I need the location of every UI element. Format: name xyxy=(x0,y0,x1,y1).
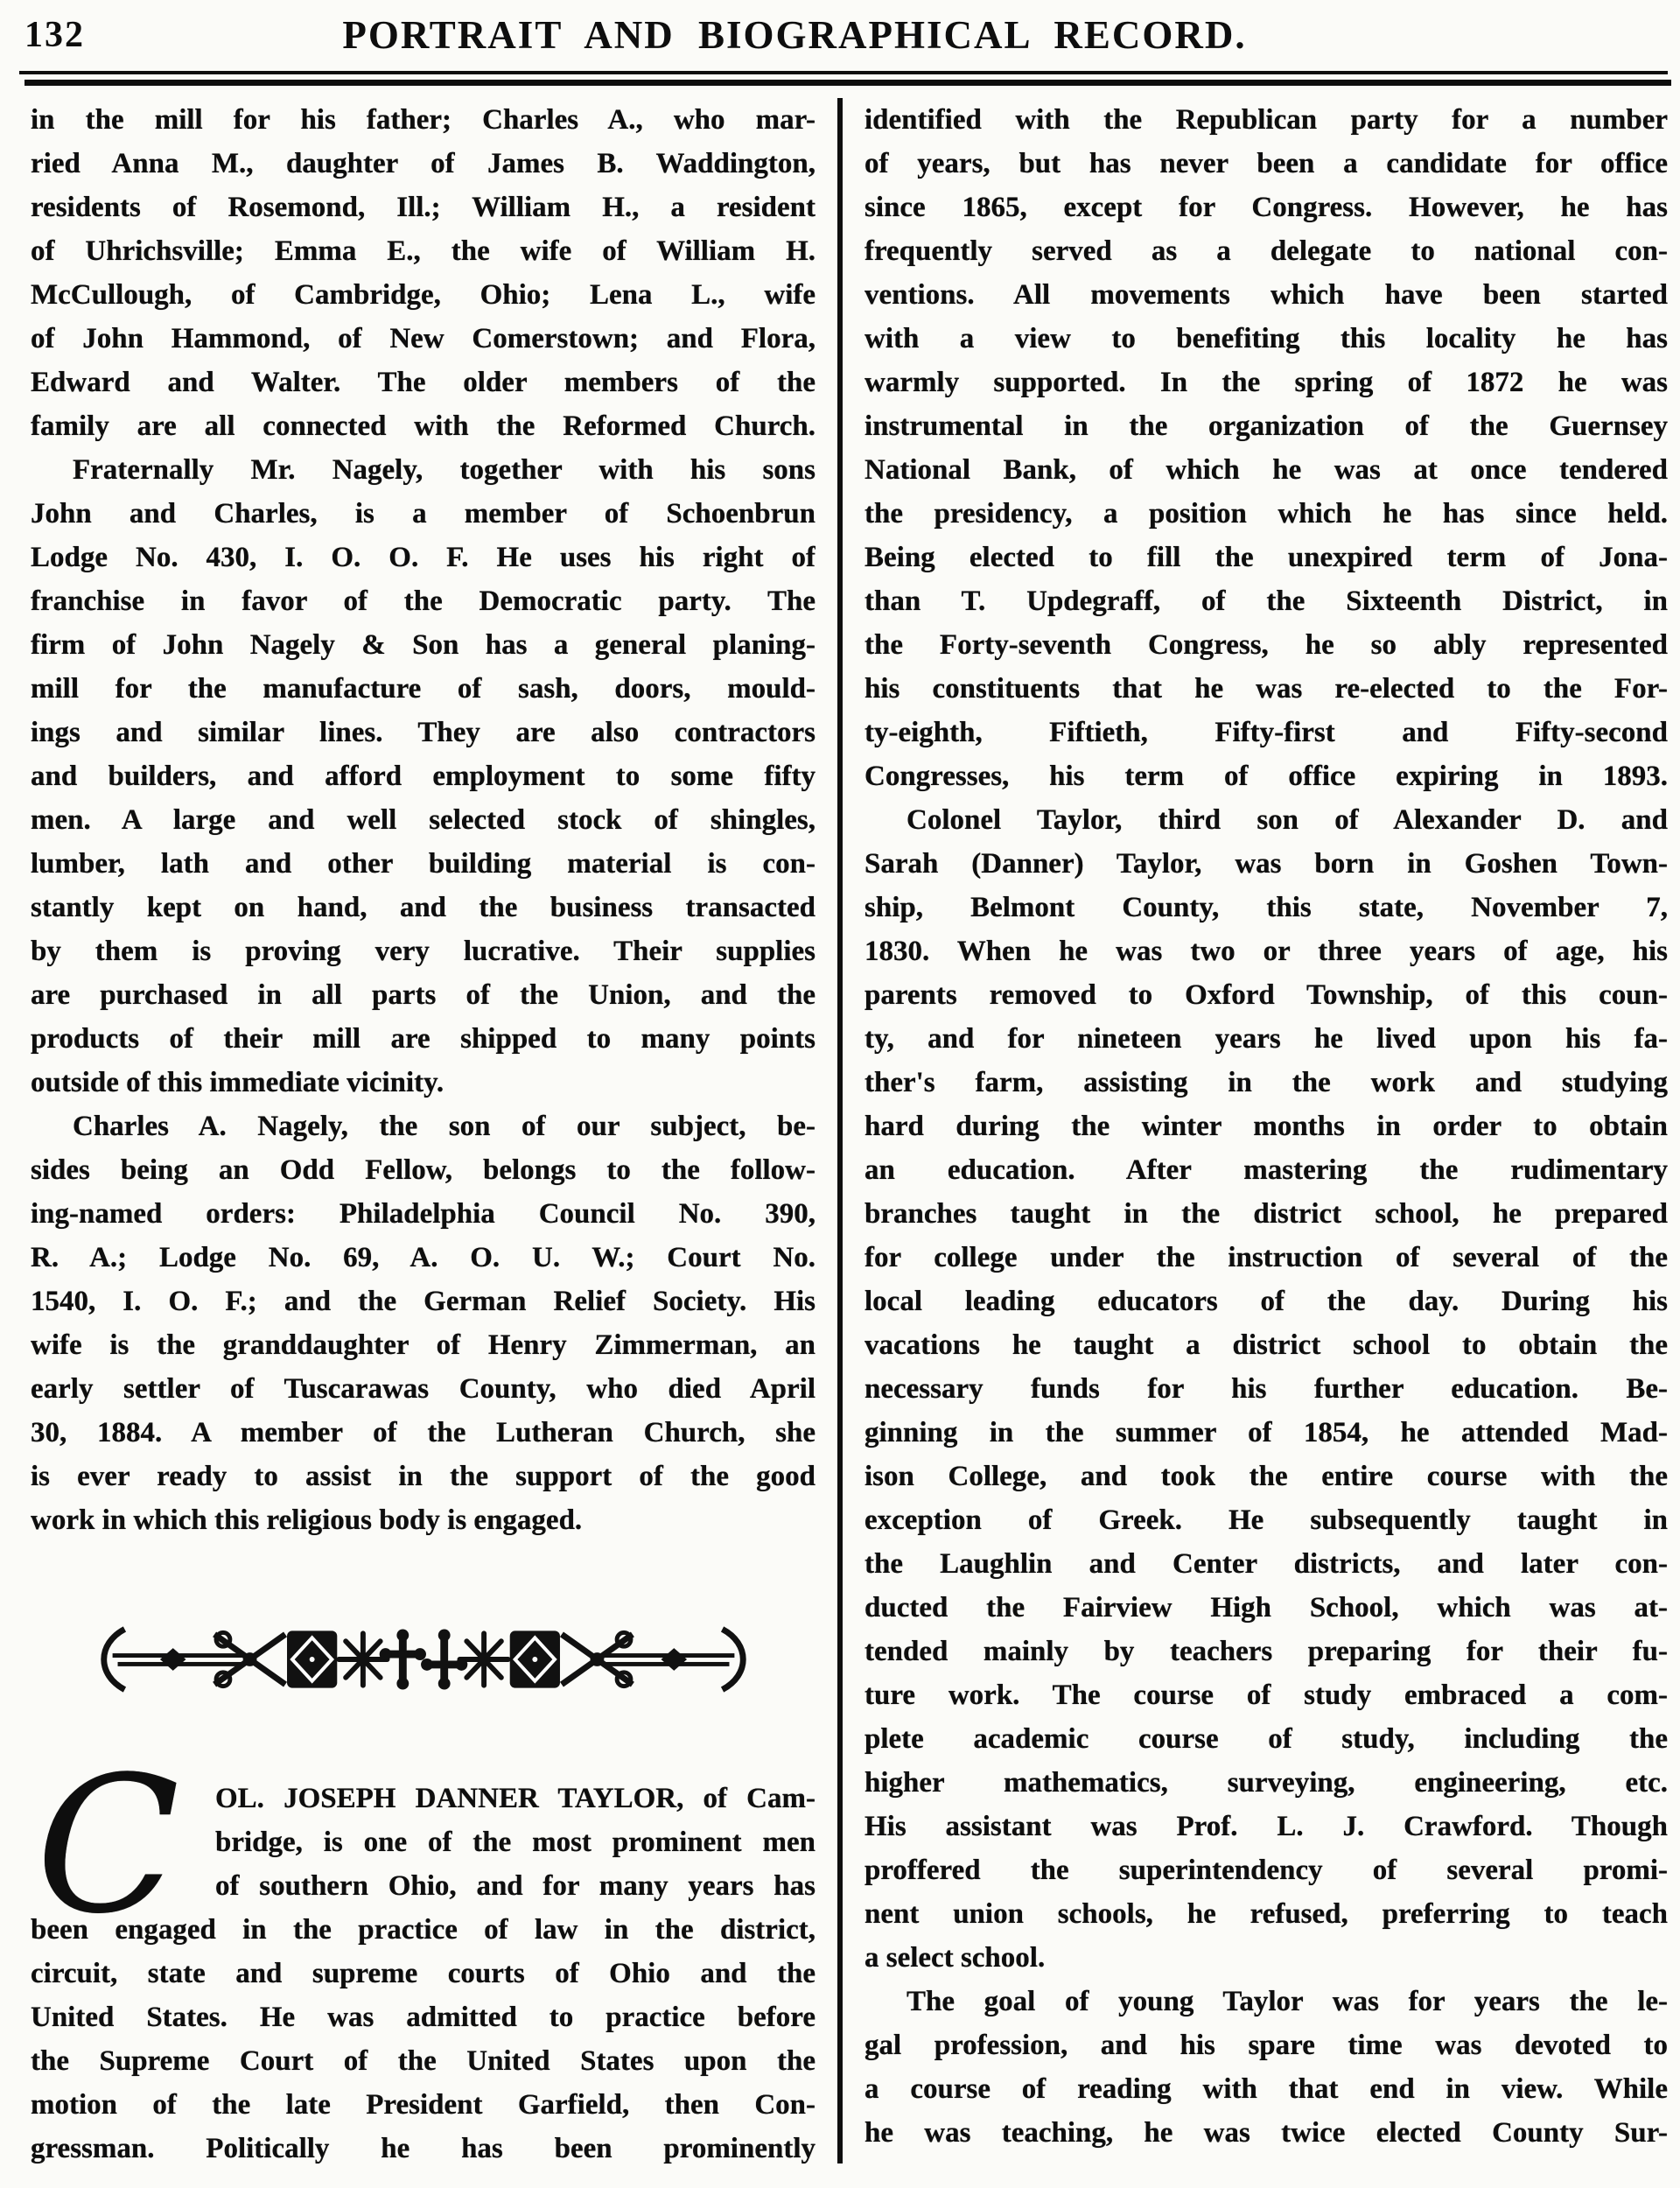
text-line: Sarah (Danner) Taylor, was born in Goshen Town- xyxy=(864,848,1668,880)
text-line: vacations he taught a district school to obtain the xyxy=(864,1329,1668,1361)
paragraph xyxy=(864,1980,1668,2155)
text-line: than T. Updegraff, of the Sixteenth District, in xyxy=(864,586,1668,617)
text-line: ty, and for nineteen years he lived upon his fa- xyxy=(864,1023,1668,1055)
text-line: National Bank, of which he was at once tendered xyxy=(864,454,1668,486)
text-line: His assistant was Prof. L. J. Crawford. Though xyxy=(864,1811,1668,1842)
text-line: United States. He was admitted to practice before xyxy=(31,2002,816,2033)
text-line: proffered the superintendency of several promi- xyxy=(864,1855,1668,1886)
text-line: ther's farm, assisting in the work and studying xyxy=(864,1067,1668,1098)
text-line: since 1865, except for Congress. However, he has xyxy=(864,192,1668,223)
text-line: the Supreme Court of the United States upon the xyxy=(31,2045,816,2077)
text-line: sides being an Odd Fellow, belongs to the follow- xyxy=(31,1154,816,1186)
text-line: 30, 1884. A member of the Lutheran Church, she xyxy=(31,1417,816,1448)
text-line: is ever ready to assist in the support of the good xyxy=(31,1461,816,1492)
text-line: Being elected to fill the unexpired term of Jona- xyxy=(864,542,1668,573)
text-line: with a view to benefiting this locality he has xyxy=(864,323,1668,354)
paragraph xyxy=(31,1105,816,1542)
drop-cap-paragraph xyxy=(31,1736,816,2170)
text-line: hard during the winter months in order to obtain xyxy=(864,1111,1668,1142)
text-line: he was teaching, he was twice elected County Sur- xyxy=(864,2117,1668,2149)
text-line: Fraternally Mr. Nagely, together with his sons xyxy=(73,454,816,486)
text-line: motion of the late President Garfield, then Con- xyxy=(31,2089,816,2121)
text-line: been engaged in the practice of law in the district, xyxy=(31,1914,816,1946)
text-line: a course of reading with that end in view. While xyxy=(864,2073,1668,2105)
text-line: in the mill for his father; Charles A., who mar- xyxy=(31,104,816,136)
text-line: Colonel Taylor, third son of Alexander D. and xyxy=(906,804,1668,836)
text-line: ture work. The course of study embraced a com- xyxy=(864,1680,1668,1711)
text-line: wife is the granddaughter of Henry Zimmerman, an xyxy=(31,1329,816,1361)
text-line: 1540, I. O. F.; and the German Relief Society. His xyxy=(31,1286,816,1317)
text-line: ried Anna M., daughter of James B. Waddington, xyxy=(31,148,816,179)
text-line: and builders, and afford employment to some fifty xyxy=(31,761,816,792)
text-line: The goal of young Taylor was for years the le- xyxy=(906,1986,1668,2017)
text-line: of Uhrichsville; Emma E., the wife of William H. xyxy=(31,235,816,267)
text-line: ison College, and took the entire course with the xyxy=(864,1461,1668,1492)
text-line: of years, but has never been a candidate for office xyxy=(864,148,1668,179)
text-line: OL. JOSEPH DANNER TAYLOR, of Cam- xyxy=(215,1783,816,1814)
text-line: circuit, state and supreme courts of Ohio and the xyxy=(31,1958,816,1989)
text-line: John and Charles, is a member of Schoenbrun xyxy=(31,498,816,529)
text-line: gal profession, and his spare time was devoted to xyxy=(864,2030,1668,2061)
header-double-rule-top xyxy=(19,71,1668,74)
text-line: Charles A. Nagely, the son of our subject, be- xyxy=(73,1111,816,1142)
right-text-column xyxy=(864,98,1668,2155)
text-line: residents of Rosemond, Ill.; William H., a resident xyxy=(31,192,816,223)
paragraph xyxy=(864,98,1668,798)
text-line: firm of John Nagely & Son has a general planing- xyxy=(31,629,816,661)
text-line: by them is proving very lucrative. Their supplies xyxy=(31,936,816,967)
text-line: ventions. All movements which have been started xyxy=(864,279,1668,311)
header-double-rule-bottom xyxy=(24,80,1671,86)
text-line: franchise in favor of the Democratic party. The xyxy=(31,586,816,617)
text-line: family are all connected with the Reformed Church. xyxy=(31,410,816,442)
text-line: gressman. Politically he has been prominently xyxy=(31,2133,816,2164)
text-line: products of their mill are shipped to many points xyxy=(31,1023,816,1055)
drop-cap-letter: C xyxy=(36,1736,180,1955)
text-line: Congresses, his term of office expiring in 1893. xyxy=(864,761,1668,792)
text-line: parents removed to Oxford Township, of this coun- xyxy=(864,979,1668,1011)
right-column-paragraphs xyxy=(864,98,1668,2155)
text-line: ginning in the summer of 1854, he attended Mad- xyxy=(864,1417,1668,1448)
text-line: of John Hammond, of New Comerstown; and Flora, xyxy=(31,323,816,354)
running-header-title: PORTRAIT AND BIOGRAPHICAL RECORD. xyxy=(342,13,1247,57)
paragraph xyxy=(31,448,816,1105)
text-line: outside of this immediate vicinity. xyxy=(31,1067,444,1098)
text-line: Lodge No. 430, I. O. O. F. He uses his right of xyxy=(31,542,816,573)
text-line: necessary funds for his further education. Be- xyxy=(864,1373,1668,1405)
text-line: for college under the instruction of several of the xyxy=(864,1242,1668,1273)
text-line: the Forty-seventh Congress, he so ably represented xyxy=(864,629,1668,661)
text-line: work in which this religious body is engaged. xyxy=(31,1504,583,1536)
text-line: instrumental in the organization of the Guernsey xyxy=(864,410,1668,442)
text-line: bridge, is one of the most prominent men xyxy=(215,1827,816,1858)
paragraph xyxy=(31,98,816,448)
text-line: warmly supported. In the spring of 1872 he was xyxy=(864,367,1668,398)
text-line: McCullough, of Cambridge, Ohio; Lena L., wife xyxy=(31,279,816,311)
text-line: R. A.; Lodge No. 69, A. O. U. W.; Court No. xyxy=(31,1242,816,1273)
text-line: Edward and Walter. The older members of the xyxy=(31,367,816,398)
text-line: ducted the Fairview High School, which was at- xyxy=(864,1592,1668,1623)
text-line: exception of Greek. He subsequently taught in xyxy=(864,1504,1668,1536)
text-line: plete academic course of study, including the xyxy=(864,1723,1668,1755)
text-line: ty-eighth, Fiftieth, Fifty-first and Fifty-second xyxy=(864,717,1668,748)
text-line: men. A large and well selected stock of shingles, xyxy=(31,804,816,836)
left-column-paragraphs xyxy=(31,98,816,1542)
paragraph xyxy=(864,798,1668,1980)
column-divider-rule xyxy=(837,98,843,2163)
page-number: 132 xyxy=(24,15,85,55)
text-line: nent union schools, he refused, preferring to teach xyxy=(864,1898,1668,1930)
flourish-divider-icon xyxy=(87,1624,760,1694)
text-line: tended mainly by teachers preparing for their fu- xyxy=(864,1636,1668,1667)
text-line: early settler of Tuscarawas County, who died April xyxy=(31,1373,816,1405)
text-line: lumber, lath and other building material is con- xyxy=(31,848,816,880)
text-line: ing-named orders: Philadelphia Council No. 390, xyxy=(31,1198,816,1230)
text-line: local leading educators of the day. During his xyxy=(864,1286,1668,1317)
text-line: higher mathematics, surveying, engineering, etc. xyxy=(864,1767,1668,1799)
text-line: are purchased in all parts of the Union, and the xyxy=(31,979,816,1011)
text-line: ings and similar lines. They are also contractors xyxy=(31,717,816,748)
text-line: stantly kept on hand, and the business transacted xyxy=(31,892,816,923)
text-line: frequently served as a delegate to national con- xyxy=(864,235,1668,267)
text-line: 1830. When he was two or three years of age, his xyxy=(864,936,1668,967)
text-line: the Laughlin and Center districts, and later con- xyxy=(864,1548,1668,1580)
text-line: of southern Ohio, and for many years has xyxy=(215,1870,816,1902)
text-line: identified with the Republican party for a number xyxy=(864,104,1668,136)
text-line: a select school. xyxy=(864,1942,1046,1974)
text-line: mill for the manufacture of sash, doors, mould- xyxy=(31,673,816,705)
text-line: an education. After mastering the rudimentary xyxy=(864,1154,1668,1186)
text-line: the presidency, a position which he has since held. xyxy=(864,498,1668,529)
text-line: his constituents that he was re-elected to the For- xyxy=(864,673,1668,705)
text-line: branches taught in the district school, he prepared xyxy=(864,1198,1668,1230)
left-text-column xyxy=(31,98,816,2170)
text-line: ship, Belmont County, this state, November 7, xyxy=(864,892,1668,923)
